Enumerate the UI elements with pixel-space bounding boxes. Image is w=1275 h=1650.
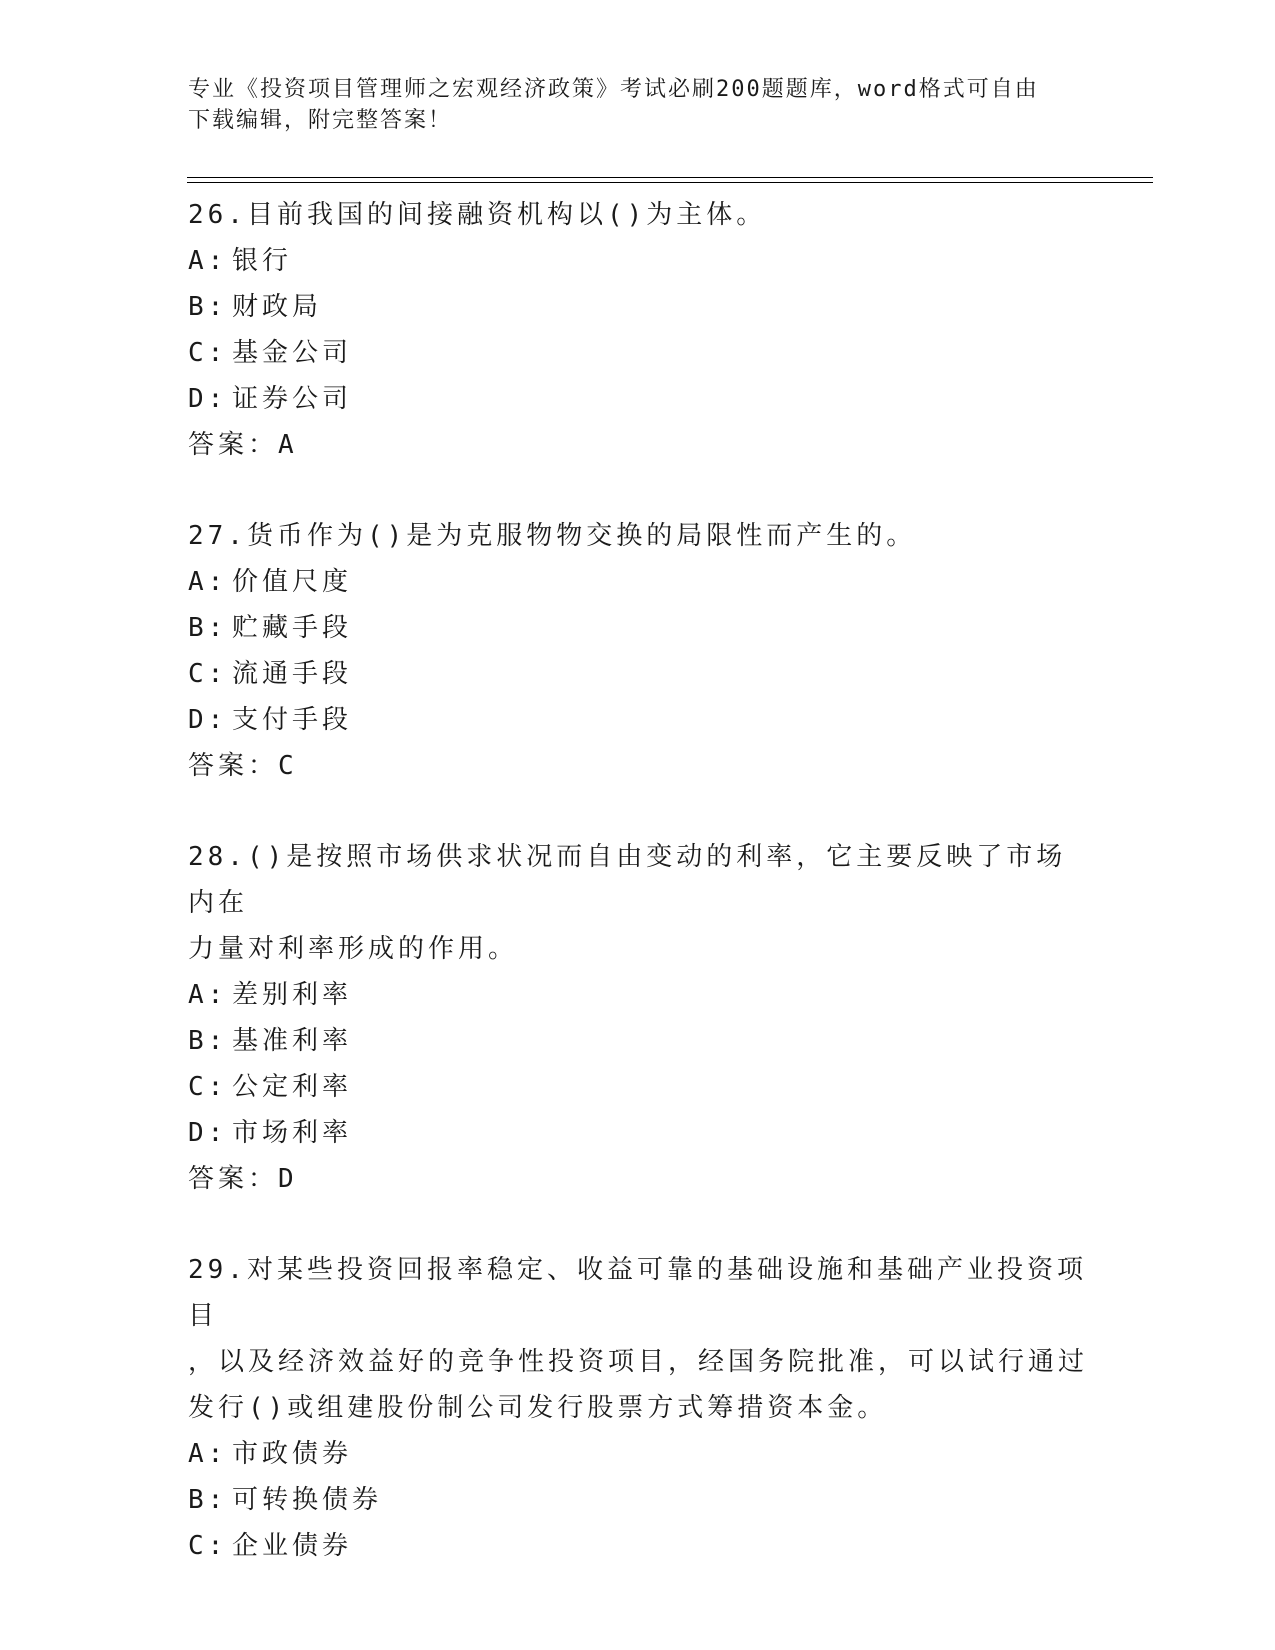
option-letter: A:: [188, 246, 228, 276]
option-b: [188, 605, 1088, 651]
question-text: 28.()是按照市场供求状况而自由变动的利率，它主要反映了市场内在: [188, 842, 1067, 918]
header-divider-top: [187, 177, 1153, 178]
option-text: 价值尺度: [232, 567, 353, 597]
option-a: [188, 972, 1088, 1018]
option-letter: D:: [188, 384, 228, 414]
option-a: [188, 238, 1088, 284]
option-letter: D:: [188, 705, 228, 735]
question-text: 27.货币作为()是为克服物物交换的局限性而产生的。: [188, 521, 917, 551]
option-text: 支付手段: [232, 705, 353, 735]
option-letter: C:: [188, 338, 228, 368]
option-letter: B:: [188, 292, 228, 322]
question-text: 发行()或组建股份制公司发行股票方式筹措资本金。: [188, 1393, 888, 1423]
option-letter: D:: [188, 1118, 228, 1148]
question-27: [188, 513, 1088, 789]
option-letter: C:: [188, 1072, 228, 1102]
option-text: 财政局: [232, 292, 323, 322]
option-letter: B:: [188, 613, 228, 643]
option-letter: B:: [188, 1026, 228, 1056]
option-text: 市场利率: [232, 1118, 353, 1148]
option-b: [188, 1018, 1088, 1064]
option-letter: B:: [188, 1485, 228, 1515]
question-text: 26.目前我国的间接融资机构以()为主体。: [188, 200, 767, 230]
question-list: [188, 192, 1088, 1614]
header-line-1: 专业《投资项目管理师之宏观经济政策》考试必刷200题题库，word格式可自由: [188, 77, 1039, 102]
answer-line: 答案：A: [188, 430, 298, 460]
question-text: ，以及经济效益好的竞争性投资项目，经国务院批准，可以试行通过: [188, 1347, 1089, 1377]
option-a: [188, 559, 1088, 605]
option-a: [188, 1431, 1088, 1477]
option-text: 证券公司: [232, 384, 353, 414]
question-text: 29.对某些投资回报率稳定、收益可靠的基础设施和基础产业投资项目: [188, 1255, 1087, 1331]
answer-line: 答案：C: [188, 751, 298, 781]
question-26: [188, 192, 1088, 468]
option-c: [188, 651, 1088, 697]
option-c: [188, 1064, 1088, 1110]
option-letter: A:: [188, 1439, 228, 1469]
option-text: 基金公司: [232, 338, 353, 368]
option-text: 银行: [232, 246, 293, 276]
header-divider-bottom: [187, 182, 1153, 183]
option-letter: A:: [188, 980, 228, 1010]
question-text: 力量对利率形成的作用。: [188, 934, 519, 964]
option-text: 流通手段: [232, 659, 353, 689]
question-28: [188, 834, 1088, 1202]
option-text: 可转换债券: [232, 1485, 383, 1515]
option-d: [188, 1110, 1088, 1156]
option-letter: C:: [188, 659, 228, 689]
option-text: 公定利率: [232, 1072, 353, 1102]
option-c: [188, 330, 1088, 376]
option-text: 贮藏手段: [232, 613, 353, 643]
option-b: [188, 1477, 1088, 1523]
question-29: [188, 1247, 1088, 1569]
option-text: 市政债券: [232, 1439, 353, 1469]
option-text: 差别利率: [232, 980, 353, 1010]
document-header: [188, 74, 1068, 136]
option-d: [188, 697, 1088, 743]
option-b: [188, 284, 1088, 330]
option-letter: A:: [188, 567, 228, 597]
header-line-2: 下载编辑，附完整答案！: [188, 108, 453, 133]
option-text: 企业债券: [232, 1531, 353, 1561]
option-letter: C:: [188, 1531, 228, 1561]
answer-line: 答案：D: [188, 1164, 298, 1194]
option-d: [188, 376, 1088, 422]
option-text: 基准利率: [232, 1026, 353, 1056]
option-c: [188, 1523, 1088, 1569]
